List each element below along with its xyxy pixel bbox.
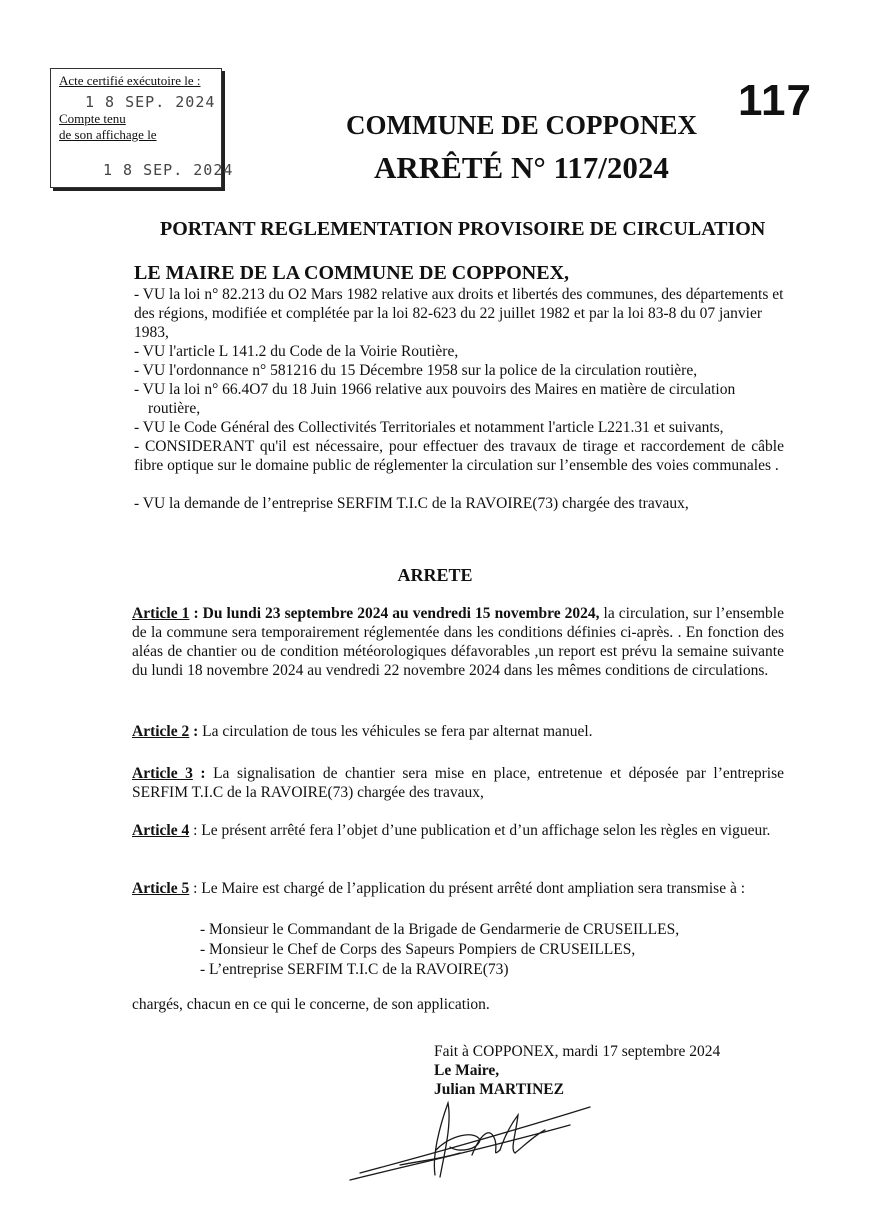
preamble-item: - VU la loi n° 66.4O7 du 18 Juin 1966 relative aux pouvoirs des Maires en matière de circulation — [134, 381, 736, 398]
recipients-list — [200, 920, 679, 980]
article-5 — [132, 879, 784, 898]
article-label: Article 5 — [132, 880, 190, 897]
commune-title: COMMUNE DE COPPONEX — [346, 110, 697, 140]
preamble-item: - VU l'article L 141.2 du Code de la Voirie Routière, — [134, 343, 459, 360]
signature-block — [434, 1042, 720, 1099]
preamble-heading: LE MAIRE DE LA COMMUNE DE COPPONEX, — [134, 262, 570, 284]
article-4 — [132, 821, 784, 840]
stamp-date-2: 1 8 SEP. 2024 — [103, 161, 234, 179]
preamble-item: - VU la loi n° 82.213 du O2 Mars 1982 relative aux droits et libertés des communes, des départements et des régions, modifiée et complétée par la loi 82-623 du 22 juillet 1982 et par la loi 83-8 du 07 janvier 1983, — [134, 286, 784, 341]
article-bold-text: : Du lundi 23 septembre 2024 au vendredi 15 novembre 2024, — [189, 605, 600, 622]
article-text: la circulation, sur l’ensemble de la commune sera temporairement réglementée dans les conditions définies ci-après. . En fonction des aléas de chantier ou de condition météorologiques défavorables ,un report est prévu la semaine suivante du lundi 18 novembre 2024 au vendredi 22 novembre 2024 dans les mêmes conditions de circulations. — [132, 605, 784, 679]
place-date: Fait à COPPONEX, mardi 17 septembre 2024 — [434, 1043, 721, 1060]
preamble-item: - VU l'ordonnance n° 581216 du 15 Décembre 1958 sur la police de la circulation routière, — [134, 362, 698, 379]
article-text: La signalisation de chantier sera mise en place, entretenue et déposée par l’entreprise SERFIM T.I.C de la RAVOIRE(73) chargée des travaux, — [132, 765, 784, 801]
article-3 — [132, 764, 784, 802]
preamble-item: - VU le Code Général des Collectivités Territoriales et notamment l'article L221.31 et suivants, — [134, 419, 724, 436]
article-1 — [132, 604, 784, 680]
recipient-item: - Monsieur le Chef de Corps des Sapeurs Pompiers de CRUSEILLES, — [200, 941, 636, 958]
preamble-list — [134, 285, 784, 513]
article-text: : Le présent arrêté fera l’objet d’une publication et d’un affichage selon les règles en vigueur. — [189, 822, 771, 839]
stamp-compte-tenu: Compte tenu — [59, 111, 126, 126]
certification-stamp — [50, 68, 234, 188]
article-text: La circulation de tous les véhicules se fera par alternat manuel. — [198, 723, 593, 740]
stamp-date-1: 1 8 SEP. 2024 — [85, 93, 216, 111]
recipient-item: - Monsieur le Commandant de la Brigade de Gendarmerie de CRUSEILLES, — [200, 921, 680, 938]
article-label: Article 4 — [132, 822, 190, 839]
article-bold-text: : — [192, 765, 206, 782]
article-bold-text: : — [189, 723, 199, 740]
article-label: Article 1 — [132, 605, 190, 622]
article-text: : Le Maire est chargé de l’application du présent arrêté dont ampliation sera transmise à : — [189, 880, 746, 897]
stamp-certified-label: Acte certifié exécutoire le : — [59, 73, 201, 88]
signatory-role: Le Maire, — [434, 1062, 500, 1079]
arrete-title: ARRÊTÉ N° 117/2024 — [374, 150, 669, 185]
article-2 — [132, 722, 784, 741]
recipient-item: - L’entreprise SERFIM T.I.C de la RAVOIRE(73) — [200, 961, 509, 978]
stamp-affichage-label: de son affichage le — [59, 127, 157, 142]
handwritten-signature — [340, 1095, 600, 1190]
preamble-item: routière, — [148, 400, 201, 417]
document-number: 117 — [738, 76, 812, 125]
closing-sentence: chargés, chacun en ce qui le concerne, de son application. — [132, 996, 490, 1013]
arrete-heading: ARRETE — [397, 565, 473, 585]
preamble-item: - CONSIDERANT qu'il est nécessaire, pour effectuer des travaux de tirage et raccordement de câble fibre optique sur le domaine public de réglementer la circulation sur l’ensemble des voies communales . — [134, 438, 784, 474]
article-label: Article 2 — [132, 723, 190, 740]
signatory-name: Julian MARTINEZ — [434, 1081, 564, 1098]
article-label: Article 3 — [132, 765, 193, 782]
preamble-item: - VU la demande de l’entreprise SERFIM T.I.C de la RAVOIRE(73) chargée des travaux, — [134, 495, 689, 512]
document-subtitle: PORTANT REGLEMENTATION PROVISOIRE DE CIRCULATION — [160, 218, 766, 240]
